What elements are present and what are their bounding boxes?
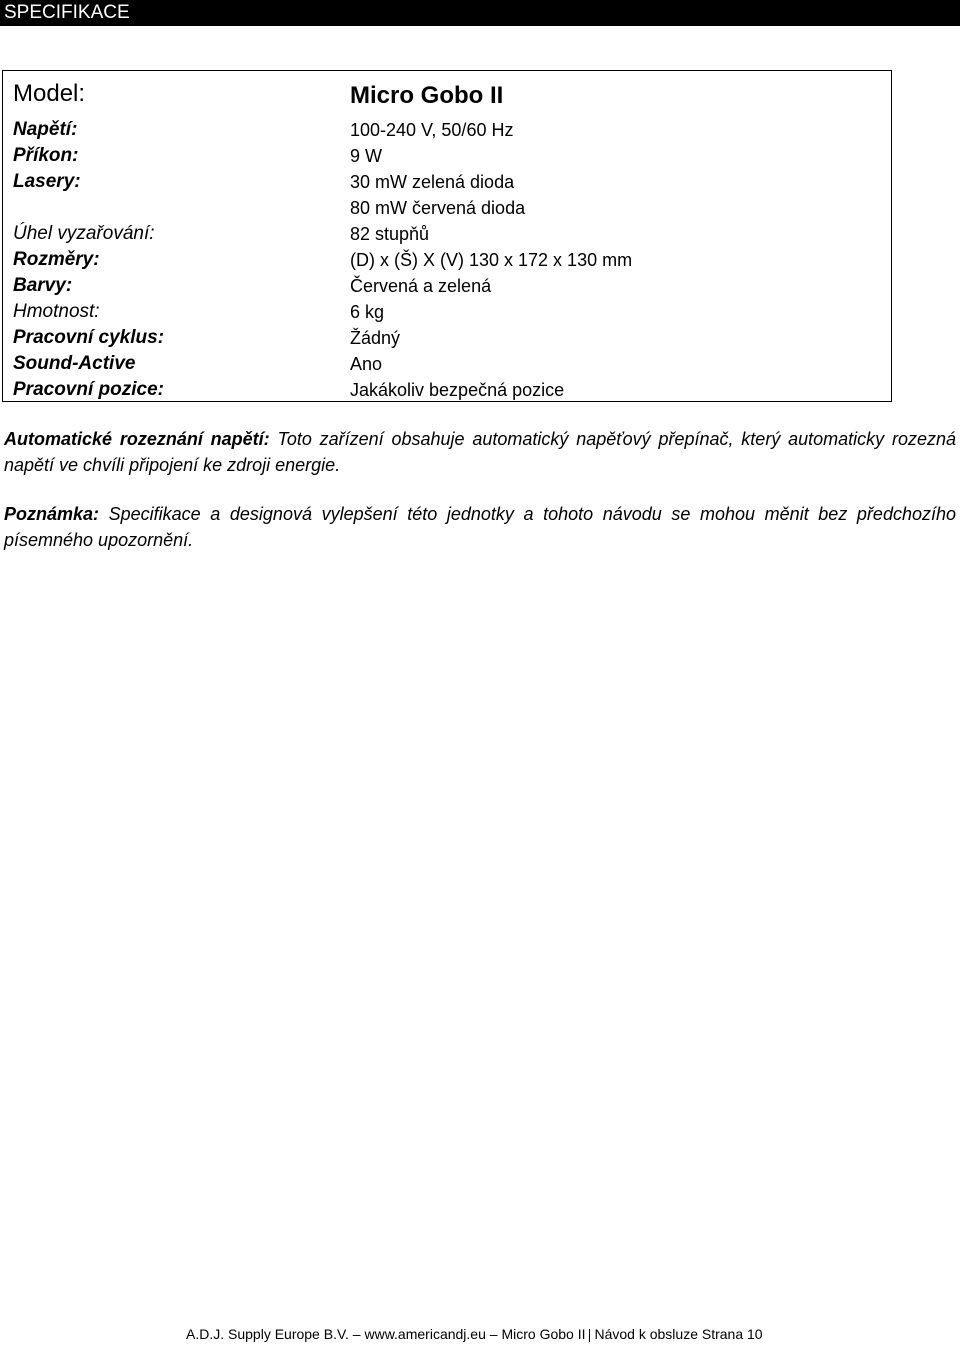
- spec-value: Žádný: [350, 328, 401, 348]
- spec-row-dimensions: [3, 247, 891, 273]
- footer-dash: –: [489, 1326, 498, 1342]
- model-label: Model:: [13, 80, 86, 107]
- page-footer: [186, 1325, 763, 1343]
- spec-row-lasers: [3, 169, 891, 195]
- footer-website: www.americandj.eu: [364, 1326, 486, 1342]
- disclaimer-text: Specifikace a designová vylepšení této jednotky a tohoto návodu se mohou měnit bez předchozího písemného upozornění.: [4, 504, 956, 550]
- spec-label: Hmotnost:: [13, 301, 100, 322]
- spec-label: Barvy:: [13, 275, 73, 296]
- spec-value: 82 stupňů: [350, 224, 430, 244]
- spec-label: Pracovní cyklus:: [13, 327, 165, 348]
- spec-value: (D) x (Š) X (V) 130 x 172 x 130 mm: [350, 250, 633, 270]
- auto-voltage-text: Toto zařízení obsahuje automatický napěťový přepínač, který automaticky rozezná napětí ve chvíli připojení ke zdroji energie.: [4, 429, 957, 475]
- footer-manual: Návod k obsluze Strana 10: [594, 1326, 763, 1342]
- spec-table: [2, 70, 892, 402]
- spec-label: Příkon:: [13, 145, 79, 166]
- spec-value: 9 W: [350, 146, 383, 166]
- footer-product: Micro Gobo II: [501, 1326, 586, 1342]
- spec-value: 100-240 V, 50/60 Hz: [350, 120, 514, 140]
- spec-row-colors: [3, 273, 891, 299]
- spec-value: 80 mW červená dioda: [350, 198, 526, 218]
- spec-value: Červená a zelená: [350, 276, 492, 296]
- spec-row-power: [3, 143, 891, 169]
- spec-value: 6 kg: [350, 302, 385, 322]
- footer-separator: [589, 1329, 590, 1342]
- auto-voltage-note: [4, 426, 956, 478]
- footer-company: A.D.J. Supply Europe B.V. –: [186, 1326, 361, 1342]
- spec-row-position: [3, 377, 891, 403]
- section-title: SPECIFIKACE: [0, 0, 960, 26]
- model-value: Micro Gobo II: [350, 82, 504, 109]
- disclaimer-label: Poznámka:: [4, 504, 100, 524]
- disclaimer-note: [4, 501, 956, 553]
- spec-label: Lasery:: [13, 171, 81, 192]
- spec-label: Pracovní pozice:: [13, 379, 164, 400]
- spec-row-beam-angle: [3, 221, 891, 247]
- spec-row-duty-cycle: [3, 325, 891, 351]
- spec-row-lasers-2: [3, 195, 891, 221]
- spec-label: Napětí:: [13, 119, 78, 140]
- spec-value: 30 mW zelená dioda: [350, 172, 515, 192]
- auto-voltage-label: Automatické rozeznání napětí:: [4, 429, 270, 449]
- spec-row-sound-active: [3, 351, 891, 377]
- spec-label: Sound-Active: [13, 353, 136, 374]
- spec-value: Jakákoliv bezpečná pozice: [350, 380, 565, 400]
- spec-label: Rozměry:: [13, 249, 100, 270]
- spec-row-voltage: [3, 117, 891, 143]
- spec-row-weight: [3, 299, 891, 325]
- spec-value: Ano: [350, 354, 383, 374]
- spec-label: Úhel vyzařování:: [13, 223, 155, 244]
